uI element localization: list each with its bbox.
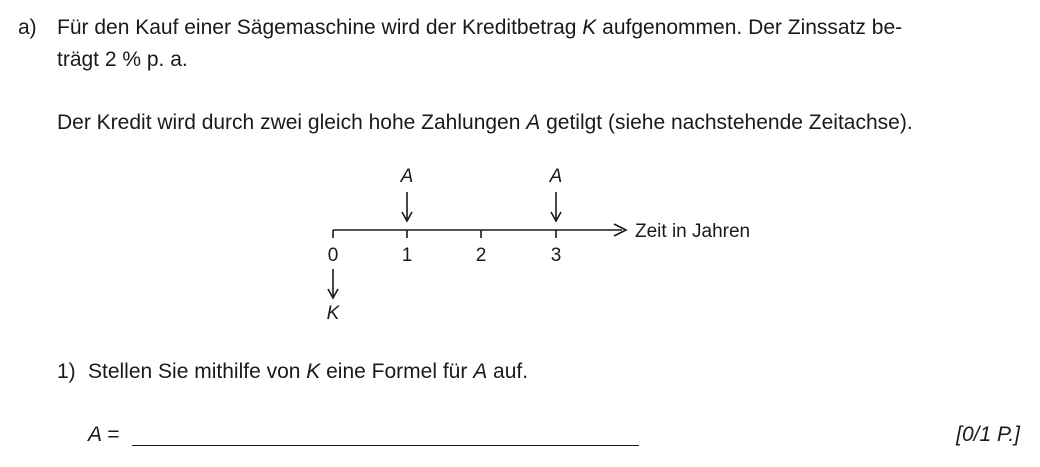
- variable-a: A: [473, 360, 488, 383]
- tick-label-1: 1: [401, 245, 413, 266]
- timeline-diagram: [300, 155, 770, 325]
- repayment-text-pre: Der Kredit wird durch zwei gleich hohe Zahlungen: [57, 111, 527, 134]
- payment-label-year-3: A: [549, 166, 563, 187]
- points-label: [0/1 P.]: [956, 423, 1020, 446]
- intro-text-post: aufgenommen. Der Zinssatz be-: [596, 16, 903, 39]
- part-label: a): [18, 16, 37, 39]
- answer-label: A =: [88, 423, 120, 446]
- intro-line-2: trägt 2 % p. a.: [57, 48, 188, 71]
- variable-k: K: [582, 16, 597, 39]
- tick-label-2: 2: [475, 245, 487, 266]
- intro-text-pre: Für den Kauf einer Sägemaschine wird der Kreditbetrag: [57, 16, 583, 39]
- repayment-sentence: [57, 111, 913, 135]
- tick-label-3: 3: [550, 245, 562, 266]
- axis-label: Zeit in Jahren: [635, 221, 751, 242]
- task-number: 1): [57, 360, 76, 383]
- task-text-post: auf.: [487, 360, 529, 383]
- repayment-text-post: getilgt (siehe nachstehende Zeitachse).: [540, 111, 913, 134]
- answer-field[interactable]: [132, 445, 639, 446]
- task-text: [88, 360, 528, 384]
- task-text-pre: Stellen Sie mithilfe von: [88, 360, 307, 383]
- variable-a: A: [526, 111, 541, 134]
- variable-k: K: [306, 360, 321, 383]
- intro-line-1: [57, 16, 902, 40]
- payment-label-year-1: A: [400, 166, 414, 187]
- credit-label: K: [326, 303, 340, 324]
- task-text-mid: eine Formel für: [320, 360, 474, 383]
- tick-label-0: 0: [327, 245, 339, 266]
